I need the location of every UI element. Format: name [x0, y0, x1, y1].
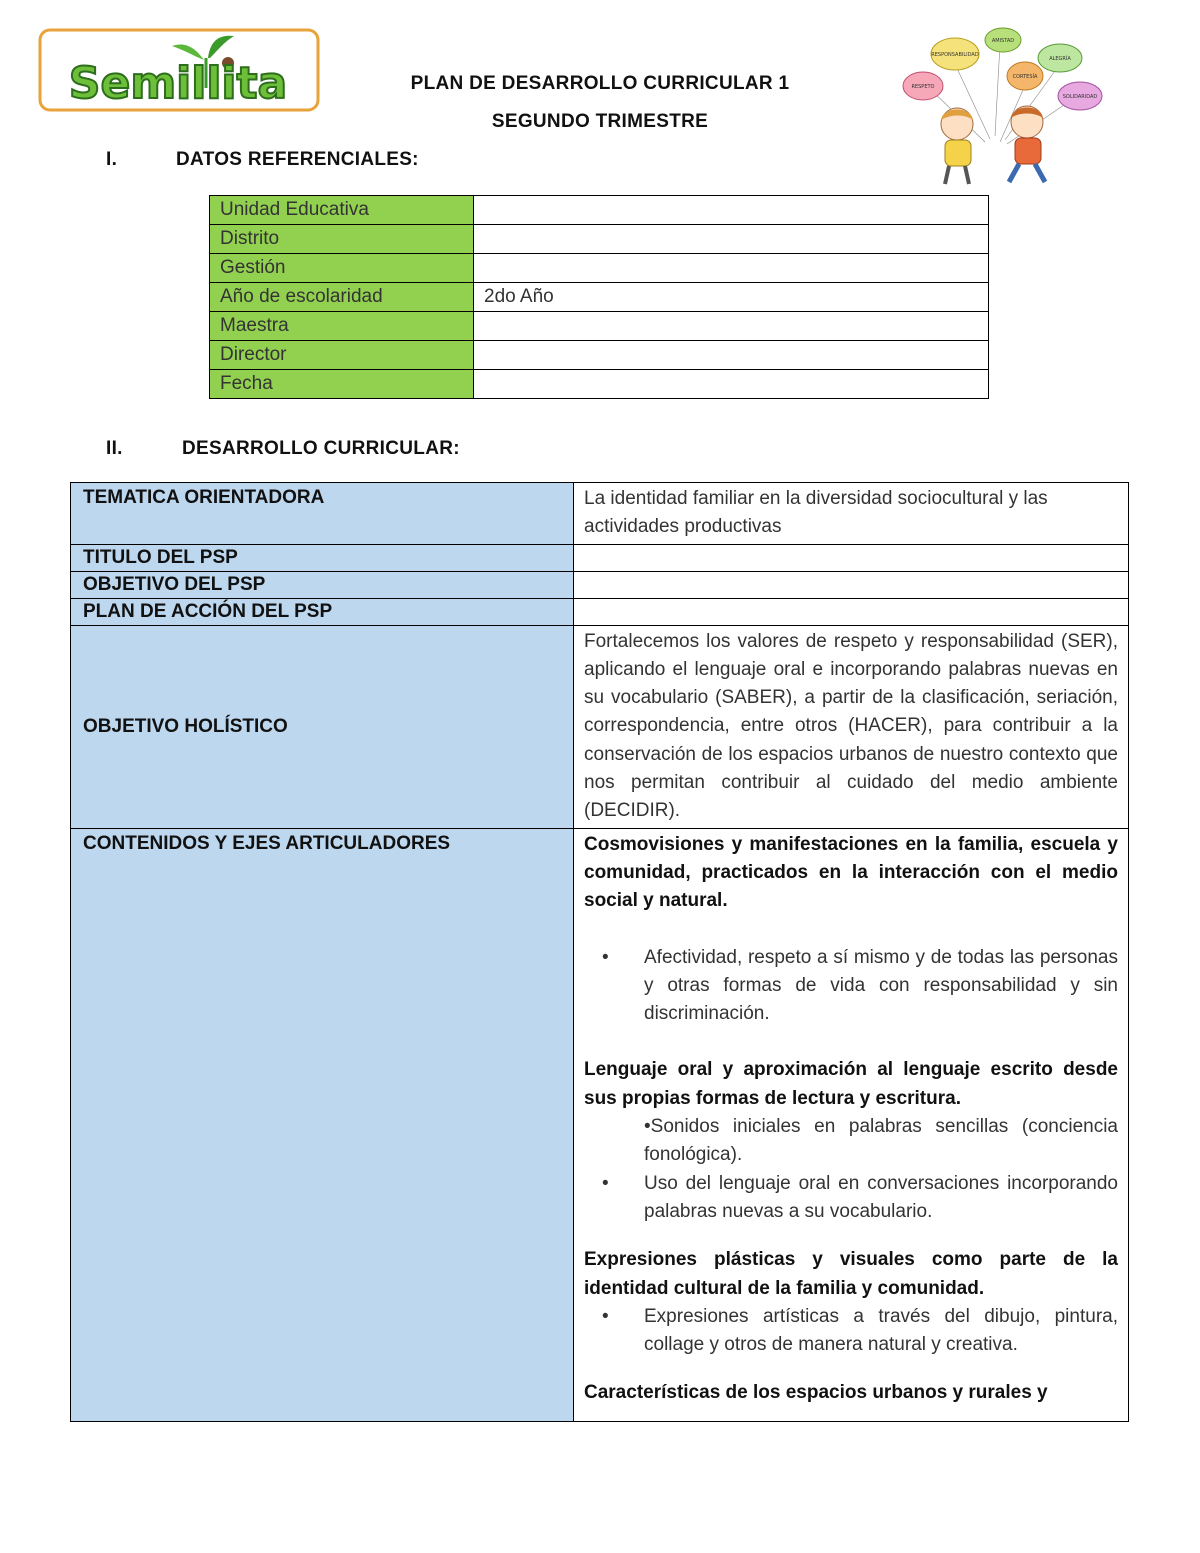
- row-label: TITULO DEL PSP: [71, 544, 574, 571]
- row-value: [574, 571, 1129, 598]
- table-row: [71, 625, 1129, 828]
- table-row: [210, 225, 989, 254]
- field-label: Gestión: [210, 254, 474, 283]
- row-label: PLAN DE ACCIÓN DEL PSP: [71, 598, 574, 625]
- row-label: OBJETIVO DEL PSP: [71, 571, 574, 598]
- list-item: [584, 944, 1118, 1029]
- row-label: OBJETIVO HOLÍSTICO: [71, 625, 574, 828]
- table-row: [210, 341, 989, 370]
- table-row: [210, 254, 989, 283]
- bullet: •: [602, 1305, 609, 1327]
- field-value: [474, 341, 989, 370]
- field-label: Distrito: [210, 225, 474, 254]
- bullet: •: [602, 946, 609, 968]
- field-label: Año de escolaridad: [210, 283, 474, 312]
- row-value: [574, 598, 1129, 625]
- content-heading: Cosmovisiones y manifestaciones en la familia, escuela y comunidad, practicados en la interacción con el medio social y natural.: [584, 833, 1118, 912]
- field-value: [474, 312, 989, 341]
- datos-referenciales-table: [209, 195, 989, 399]
- table-row: [71, 598, 1129, 625]
- content-heading: Características de los espacios urbanos y rurales y: [584, 1382, 1048, 1404]
- table-row: [210, 283, 989, 312]
- field-label: Unidad Educativa: [210, 196, 474, 225]
- svg-text:ALEGRÍA: ALEGRÍA: [1049, 56, 1071, 62]
- field-label: Maestra: [210, 312, 474, 341]
- svg-text:Semillita: Semillita: [68, 58, 288, 109]
- list-item: [584, 1170, 1118, 1227]
- field-value: [474, 370, 989, 399]
- table-row: [71, 483, 1129, 545]
- list-item-text: Uso del lenguaje oral en conversaciones incorporando palabras nuevas a su vocabulario.: [644, 1172, 1118, 1222]
- row-label: TEMATICA ORIENTADORA: [71, 483, 574, 545]
- table-row: [210, 312, 989, 341]
- field-value: [474, 225, 989, 254]
- semillita-logo: [38, 28, 320, 112]
- list-item-text: Expresiones artísticas a través del dibujo, pintura, collage y otros de manera natural y creativa.: [644, 1305, 1118, 1356]
- field-label: Director: [210, 341, 474, 370]
- bullet: •: [602, 1172, 609, 1194]
- field-label: Fecha: [210, 370, 474, 399]
- children-balloons-illustration: [895, 24, 1110, 189]
- document-subtitle: SEGUNDO TRIMESTRE: [491, 111, 709, 132]
- row-value: La identidad familiar en la diversidad sociocultural y las actividades productivas: [574, 483, 1129, 545]
- svg-text:SOLIDARIDAD: SOLIDARIDAD: [1062, 94, 1098, 100]
- content-heading: Lenguaje oral y aproximación al lenguaje escrito desde sus propias formas de lectura y escritura.: [584, 1059, 1118, 1109]
- table-row: [71, 828, 1129, 1421]
- field-value: 2do Año: [474, 283, 989, 312]
- section-label: DATOS REFERENCIALES:: [176, 149, 419, 170]
- svg-text:RESPETO: RESPETO: [911, 84, 935, 90]
- section-number: II.: [106, 438, 123, 459]
- row-value: [574, 544, 1129, 571]
- table-row: [71, 571, 1129, 598]
- list-item: •Sonidos iniciales en palabras sencillas (conciencia fonológica).: [644, 1116, 1118, 1166]
- table-row: [210, 370, 989, 399]
- svg-text:RESPONSABILIDAD: RESPONSABILIDAD: [931, 52, 979, 58]
- desarrollo-curricular-table: [70, 482, 1129, 1422]
- contenidos-cell: [574, 828, 1129, 1421]
- table-row: [71, 544, 1129, 571]
- svg-text:AMISTAD: AMISTAD: [991, 38, 1015, 44]
- content-heading: Expresiones plásticas y visuales como parte de la identidad cultural de la familia y comunidad.: [584, 1249, 1118, 1299]
- section-label: DESARROLLO CURRICULAR:: [182, 438, 460, 459]
- svg-text:CORTESÍA: CORTESÍA: [1012, 74, 1038, 80]
- list-item-text: Afectividad, respeto a sí mismo y de todas las personas y otras formas de vida con responsabilidad y sin discriminación.: [644, 946, 1118, 1025]
- field-value: [474, 254, 989, 283]
- list-item: [584, 1303, 1118, 1360]
- field-value: [474, 196, 989, 225]
- row-label: CONTENIDOS Y EJES ARTICULADORES: [71, 828, 574, 1421]
- row-value: Fortalecemos los valores de respeto y responsabilidad (SER), aplicando el lenguaje oral e incorporando palabras nuevas en su vocabulario (SABER), a partir de la clasificación, seriación, correspondencia, entre otros (HACER), para contribuir a la conservación de los espacios urbanos de nuestro contexto que nos permitan contribuir al cuidado del medio ambiente (DECIDIR).: [574, 625, 1129, 828]
- document-title: PLAN DE DESARROLLO CURRICULAR 1: [410, 73, 790, 94]
- table-row: [210, 196, 989, 225]
- section-number: I.: [106, 149, 118, 170]
